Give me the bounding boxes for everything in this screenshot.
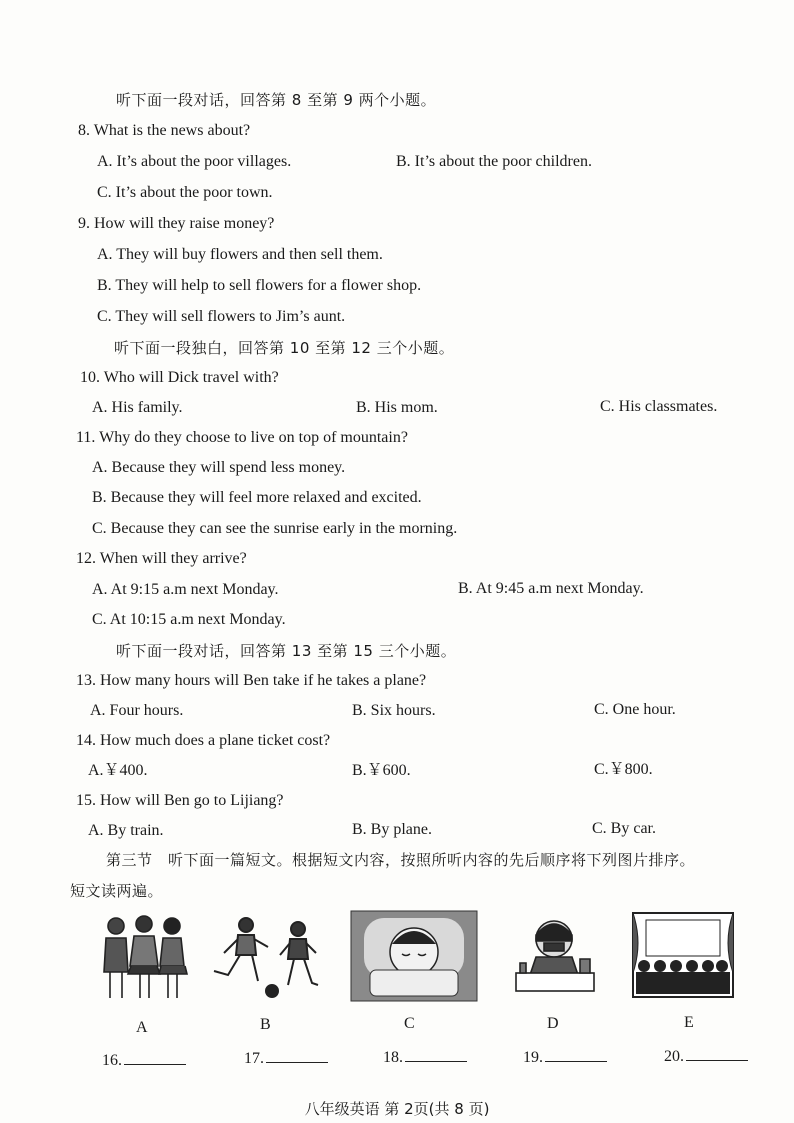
answer-blank-20[interactable] bbox=[664, 1046, 748, 1066]
section-intro-3: 听下面一段对话，回答第 13 至第 15 三个小题。 bbox=[116, 642, 457, 660]
picture-d-studying bbox=[510, 913, 600, 997]
q13-option-a: A. Four hours. bbox=[90, 702, 184, 719]
q12-option-b: B. At 9:45 a.m next Monday. bbox=[458, 580, 644, 597]
answer-blank-19[interactable] bbox=[523, 1047, 607, 1067]
q13-question: 13. How many hours will Ben take if he takes a plane? bbox=[76, 672, 427, 689]
q10-option-b: B. His mom. bbox=[356, 399, 438, 416]
blank-number: 17. bbox=[244, 1050, 264, 1067]
picture-label-c: C bbox=[404, 1015, 415, 1032]
section-intro-2: 听下面一段独白，回答第 10 至第 12 三个小题。 bbox=[114, 339, 455, 357]
q9-option-a: A. They will buy flowers and then sell them. bbox=[97, 246, 383, 263]
q15-option-b: B. By plane. bbox=[352, 821, 432, 838]
q10-option-c: C. His classmates. bbox=[600, 398, 718, 415]
q11-option-a: A. Because they will spend less money. bbox=[92, 459, 346, 476]
picture-c-sleeping-boy bbox=[350, 910, 478, 1002]
picture-label-d: D bbox=[547, 1015, 559, 1032]
blank-number: 19. bbox=[523, 1049, 543, 1066]
picture-label-b: B bbox=[260, 1016, 271, 1033]
section3-note: 短文读两遍。 bbox=[70, 882, 164, 900]
answer-blank-16[interactable] bbox=[102, 1050, 186, 1070]
q14-option-c: C.￥800. bbox=[594, 761, 653, 778]
q15-option-a: A. By train. bbox=[88, 822, 164, 839]
picture-b-football bbox=[208, 915, 330, 999]
q14-question: 14. How much does a plane ticket cost? bbox=[76, 732, 331, 749]
q8-option-c: C. It’s about the poor town. bbox=[97, 184, 273, 201]
q12-option-a: A. At 9:15 a.m next Monday. bbox=[92, 581, 279, 598]
q10-option-a: A. His family. bbox=[92, 399, 183, 416]
answer-blank-17[interactable] bbox=[244, 1048, 328, 1068]
q9-option-c: C. They will sell flowers to Jim’s aunt. bbox=[97, 308, 346, 325]
answer-blank-18[interactable] bbox=[383, 1047, 467, 1067]
blank-number: 20. bbox=[664, 1048, 684, 1065]
q10-question: 10. Who will Dick travel with? bbox=[80, 369, 279, 386]
q9-question: 9. How will they raise money? bbox=[78, 215, 275, 232]
q8-option-b: B. It’s about the poor children. bbox=[396, 153, 592, 170]
q15-option-c: C. By car. bbox=[592, 820, 656, 837]
section3-instruction: 第三节 听下面一篇短文。根据短文内容，按照所听内容的先后顺序将下列图片排序。 bbox=[106, 851, 696, 869]
page-footer: 八年级英语 第 2页(共 8 页) bbox=[304, 1100, 490, 1118]
picture-a-students bbox=[100, 912, 188, 1004]
picture-label-e: E bbox=[684, 1014, 694, 1031]
q13-option-b: B. Six hours. bbox=[352, 702, 436, 719]
q11-option-b: B. Because they will feel more relaxed and excited. bbox=[92, 489, 422, 506]
q14-option-a: A.￥400. bbox=[88, 762, 148, 779]
blank-number: 16. bbox=[102, 1052, 122, 1069]
q15-question: 15. How will Ben go to Lijiang? bbox=[76, 792, 284, 809]
q8-question: 8. What is the news about? bbox=[78, 122, 251, 139]
q13-option-c: C. One hour. bbox=[594, 701, 676, 718]
q14-option-b: B.￥600. bbox=[352, 762, 411, 779]
q12-question: 12. When will they arrive? bbox=[76, 550, 247, 567]
q9-option-b: B. They will help to sell flowers for a flower shop. bbox=[97, 277, 422, 294]
picture-label-a: A bbox=[136, 1019, 148, 1036]
picture-e-cinema bbox=[632, 912, 734, 998]
q12-option-c: C. At 10:15 a.m next Monday. bbox=[92, 611, 286, 628]
q8-option-a: A. It’s about the poor villages. bbox=[97, 153, 292, 170]
blank-number: 18. bbox=[383, 1049, 403, 1066]
q11-question: 11. Why do they choose to live on top of mountain? bbox=[76, 429, 408, 446]
q11-option-c: C. Because they can see the sunrise early in the morning. bbox=[92, 520, 458, 537]
section-intro-1: 听下面一段对话，回答第 8 至第 9 两个小题。 bbox=[116, 91, 437, 109]
